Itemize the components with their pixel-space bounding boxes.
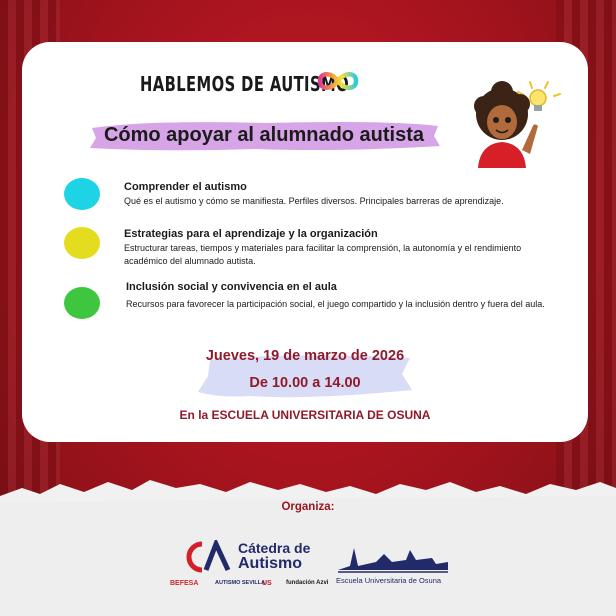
organiza-label: Organiza:: [281, 501, 335, 513]
subtitle: Cómo apoyar al alumnado autista: [103, 124, 425, 146]
event-hours: De 10.00 a 14.00: [249, 375, 361, 391]
catedra-autismo-logo: [182, 540, 232, 574]
topic-description: Recursos para favorecer la participación social, el juego compartido y la inclusión dentro y fuera del aula.: [126, 299, 545, 309]
event-date: Jueves, 19 de marzo de 2026: [205, 348, 405, 364]
topic-description: Qué es el autismo y cómo se manifiesta. Perfiles diversos. Principales barreras de aprendizaje.: [124, 196, 504, 206]
header-title: HABLEMOS DE AUTISMO: [140, 72, 350, 96]
topic-dot-green: [64, 287, 100, 319]
topic-dot-cyan: [64, 178, 100, 210]
sponsor-azvi: fundación Azvi: [286, 580, 329, 586]
topic-title: Estrategias para el aprendizaje y la organización: [124, 228, 378, 240]
topic-description: Estructurar tareas, tiempos y materiales para facilitar la comprensión, la autonomía y el rendimiento académico del alumnado autista.: [124, 243, 522, 266]
catedra-line1: Cátedra de: [238, 540, 311, 556]
topic-title: Inclusión social y convivencia en el aula: [126, 281, 337, 293]
escuela-osuna-text: Escuela Universitaria de Osuna: [336, 576, 442, 585]
topic-title: Comprender el autismo: [124, 181, 247, 193]
infinity-icon: [314, 68, 362, 94]
child-lightbulb-illustration: [468, 78, 576, 168]
catedra-line2: Autismo: [238, 555, 302, 572]
sponsor-befesa: BEFESA: [170, 580, 199, 587]
catedra-text: [238, 540, 310, 572]
event-place: En la ESCUELA UNIVERSITARIA DE OSUNA: [179, 408, 431, 422]
sponsor-autismo-sevilla: AUTISMO SEVILLA: [215, 580, 266, 586]
sponsor-us: US: [262, 580, 272, 587]
topic-dot-yellow: [64, 227, 100, 259]
escuela-osuna-logo: [336, 540, 450, 576]
